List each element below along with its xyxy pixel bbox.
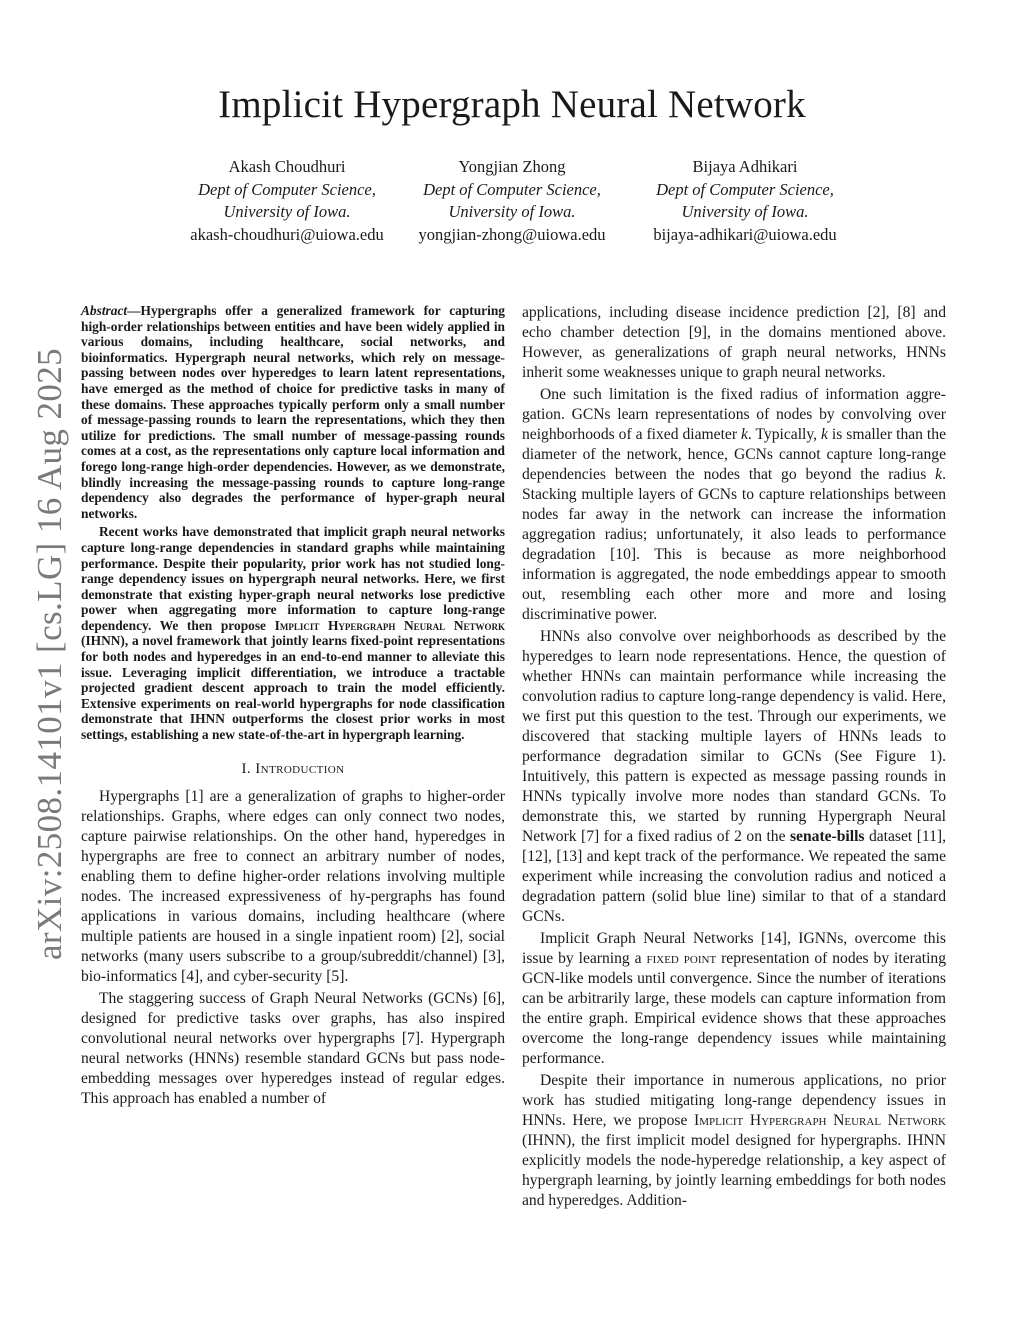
body-paragraph: One such limitation is the fixed radius of information aggre-gation. GCNs learn representations of nodes by convolving over neighborhoods of a fixed diameter k. Typically, k is smaller than the diameter of the network, hence, GCNs cannot capture long-range dependencies between the nodes that go beyond the radius k. Stacking multiple layers of GCNs to capture relationships between nodes far away in the network can increase the information aggregation radius; unfortunately, it also leads to performance degradation [10]. This is because as more neighborhood information is aggregated, the node embeddings appear to smooth out, resembling each other more and more and losing discriminative power. (522, 386, 946, 623)
author-name: Bijaya Adhikari (692, 157, 798, 176)
author-university: University of Iowa. (681, 202, 809, 221)
dataset-name: senate-bills (789, 828, 865, 845)
author-email: yongjian-zhong@uiowa.edu (418, 224, 606, 244)
abstract-paragraph-2: Recent works have demonstrated that implicit graph neural networks capture long-range dependencies in standard graphs while maintaining performance. Despite their popularity, prior work has not studied long-range dependency issues on hypergraph neural networks. Here, we first demonstrate that existing hyper-graph neural networks lose predictive power when aggregating more information to capture long-range dependency. We then propose Implicit Hypergraph Neural Network (IHNN), a novel framework that jointly learns fixed-point representations for both nodes and hyperedges in an end-to-end manner to alleviate this issue. Leveraging implicit differentiation, we introduce a tractable projected gradient descent approach to train the model efficiently. Extensive experiments on real-world hypergraphs for node classification demonstrate that IHNN outperforms the closest prior works in most settings, establishing a new state-of-the-art in hypergraph learning. (81, 524, 505, 743)
author-block-3 (625, 156, 865, 246)
right-column (522, 303, 946, 1211)
author-university: University of Iowa. (448, 202, 576, 221)
author-department: Dept of Computer Science, (423, 179, 601, 199)
author-email: bijaya-adhikari@uiowa.edu (653, 224, 837, 244)
abstract-paragraph-1: Abstract—Hypergraphs offer a generalized framework for capturing high-order relationships between entities and have been widely applied in various domains, including healthcare, social networks, and bioinformatics. Hypergraph neural networks, which rely on message-passing between nodes over hyperedges to learn latent representations, have emerged as the method of choice for predictive tasks in many of these domains. These approaches typically perform only a small number of message-passing rounds to learn the representations, which they then utilize for predictions. The small number of message-passing rounds comes at a cost, as the representations only capture local information and forego long-range high-order dependencies. However, as we demonstrate, blindly increasing the message-passing rounds to capture long-range dependency also degrades the performance of hyper-graph neural networks. (81, 303, 505, 521)
math-k: k (935, 466, 943, 483)
math-k: k (741, 426, 748, 443)
method-name: Implicit Hypergraph Neural Network (274, 617, 505, 633)
intro-paragraph: Hypergraphs [1] are a generalization of graphs to higher-order relationships. Graphs, where edges can only connect two nodes, capture pairwise relationships. On the other hand, hyperedges in hypergraphs are free to connect an arbitrary number of nodes, enabling them to define higher-order relations involving multiple nodes. The increased expressiveness of hy-pergraphs has found applications in various domains, including healthcare (where multiple patients are housed in a single inpatient room) [2], social networks (many users subscribe to a group/subreddit/channel) [3], bio-informatics [4], and cyber-security [5]. (81, 787, 505, 985)
author-university: University of Iowa. (223, 202, 351, 221)
author-block-2 (392, 156, 632, 246)
paper-title: Implicit Hypergraph Neural Network (218, 83, 806, 126)
author-name: Akash Choudhuri (228, 157, 346, 176)
body-paragraph: Despite their importance in numerous applications, no prior work has studied mitigating long-range dependency issues in HNNs. Here, we propose Implicit Hypergraph Neural Network (IHNN), the first implicit model designed for hypergraphs. IHNN explicitly models the node-hyperedge relationship, a key aspect of hypergraph learning, by jointly learning embeddings for both nodes and hyperedges. Addition- (522, 1072, 946, 1209)
body-paragraph: applications, including disease incidence prediction [2], [8] and echo chamber detection [9], in the domains mentioned above. However, as generalizations of graph neural networks, HNNs inherit some weaknesses unique to graph neural networks. (522, 304, 946, 381)
author-name: Yongjian Zhong (458, 157, 566, 176)
fixed-point-term: fixed point (646, 950, 717, 967)
arxiv-identifier: arXiv:2508.14101v1 [cs.LG] 16 Aug 2025 (30, 347, 69, 960)
author-department: Dept of Computer Science, (198, 179, 376, 199)
author-block-1 (167, 156, 407, 246)
intro-paragraph: The staggering success of Graph Neural Networks (GCNs) [6], designed for predictive tasks over graphs, has also inspired convolutional neural networks over hypergraphs [7]. Hypergraph neural networks (HNNs) resemble standard GCNs but pass node-embedding messages over hyperedges instead of regular edges. This approach has enabled a number of (81, 989, 505, 1107)
math-k: k (821, 426, 828, 443)
author-department: Dept of Computer Science, (656, 179, 834, 199)
body-paragraph: Implicit Graph Neural Networks [14], IGNNs, overcome this issue by learning a fixed point representation of nodes by iterating GCN-like models until convergence. Since the number of iterations can be arbitrarily large, these models can capture information from the entire graph. Empirical evidence shows that these approaches overcome the long-range dependency issues while maintaining performance. (522, 930, 946, 1067)
left-column (81, 303, 505, 1109)
method-name: Implicit Hypergraph Neural Network (694, 1112, 946, 1129)
author-email: akash-choudhuri@uiowa.edu (190, 224, 384, 244)
abstract-label: Abstract (81, 303, 128, 318)
section-heading-introduction: I. Introduction (241, 760, 345, 777)
body-paragraph: HNNs also convolve over neighborhoods as described by the hyperedges to learn node representations. Hence, the question of whether HNNs can maintain performance while increasing the convolution radius to capture long-range dependency is valid. Here, we first put this question to the test. Through our experiments, we discovered that stacking multiple layers of HNNs leads to performance degradation similar to GCNs (See Figure 1). Intuitively, this pattern is expected as message passing rounds in HNNs typically involve more nodes than standard GCNs. To demonstrate this, we started by running Hypergraph Neural Network [7] for a fixed radius of 2 on the senate-bills dataset [11], [12], [13] and kept track of the performance. We repeated the same experiment while increasing the convolution radius and noticed a degradation pattern (solid blue line) similar to that of a standard GCNs. (522, 628, 947, 925)
